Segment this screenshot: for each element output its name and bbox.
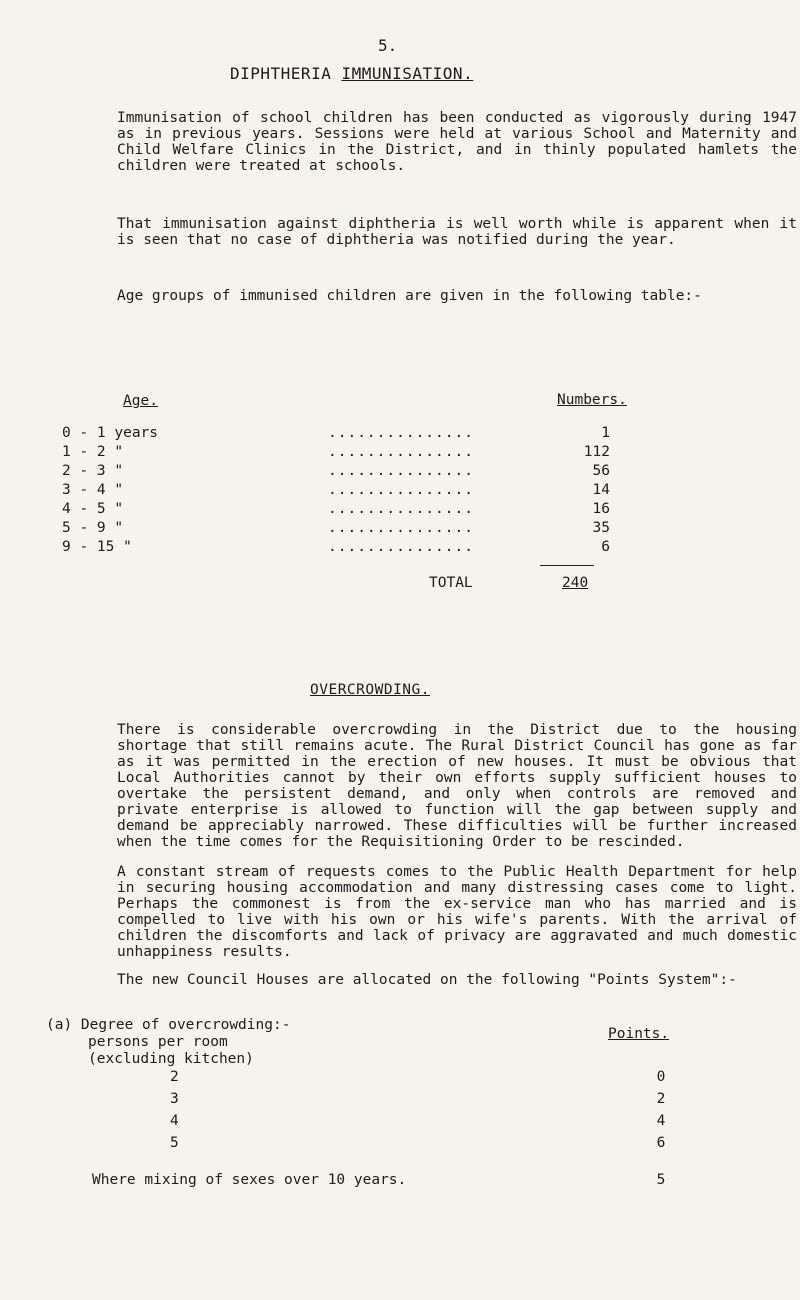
age-column-header: Age.	[123, 393, 158, 409]
number-cell: 16	[592, 501, 610, 517]
points-cell: 6	[656, 1135, 666, 1151]
overcrowding-heading: OVERCROWDING.	[310, 682, 430, 698]
total-rule	[540, 565, 594, 566]
page-number: 5.	[378, 36, 398, 55]
age-cell: 2 - 3 "	[62, 463, 124, 479]
leader-dots: ...............	[328, 463, 474, 479]
paragraph-immunisation-sessions: Immunisation of school children has been conducted as vigorously during 1947 as in previous years. Sessions were held at various School and Maternity and Child Welfare Clinics in the District, and in thinly populated hamlets the children were treated at schools.	[117, 110, 797, 174]
age-cell: 1 - 2 "	[62, 444, 124, 460]
table-row	[62, 444, 702, 464]
paragraph-points-system: The new Council Houses are allocated on the following "Points System":-	[117, 972, 737, 988]
numbers-column-header: Numbers.	[557, 392, 627, 408]
table-row	[62, 501, 702, 521]
table-row	[62, 520, 702, 540]
points-row	[46, 1135, 746, 1155]
paragraph-overcrowding: There is considerable overcrowding in the District due to the housing shortage that still remains acute. The Rural District Council has gone as far as it was permitted in the erection of new houses. It must be obvious that Local Authorities cannot by their own efforts supply sufficient houses to overtake the persistent demand, and only when controls are removed and private enterprise is allowed to function will the gap between supply and demand be appreciably narrowed. These difficulties will be further increased when the time comes for the Requisitioning Order to be rescinded.	[117, 722, 797, 850]
points-cell: 4	[656, 1113, 666, 1129]
number-cell: 56	[592, 463, 610, 479]
points-row	[46, 1113, 746, 1133]
points-row	[46, 1069, 746, 1089]
leader-dots: ...............	[328, 501, 474, 517]
points-cell: 2	[656, 1091, 666, 1107]
points-row	[46, 1091, 746, 1111]
leader-dots: ...............	[328, 539, 474, 555]
age-cell: 5 - 9 "	[62, 520, 124, 536]
leader-dots: ...............	[328, 425, 474, 441]
age-cell: 3 - 4 "	[62, 482, 124, 498]
table-row	[62, 425, 702, 445]
number-cell: 6	[601, 539, 610, 555]
points-cell: 0	[656, 1069, 666, 1085]
paragraph-no-cases: That immunisation against diphtheria is well worth while is apparent when it is seen that no case of diphtheria was notified during the year.	[117, 216, 797, 248]
points-row-mixing	[46, 1172, 746, 1192]
heading-diphtheria: DIPHTHERIA	[230, 64, 332, 83]
total-value: 240	[562, 575, 589, 591]
total-label: TOTAL	[429, 575, 473, 591]
persons-cell: 4	[170, 1113, 179, 1129]
number-cell: 35	[592, 520, 610, 536]
points-cell: 5	[656, 1172, 666, 1188]
persons-cell: 5	[170, 1135, 179, 1151]
table-row	[62, 482, 702, 502]
points-item-a: (a) Degree of overcrowding:-	[46, 1017, 291, 1033]
table-row	[62, 463, 702, 483]
section-heading	[230, 64, 473, 83]
persons-cell: 2	[170, 1069, 179, 1085]
table-row	[62, 539, 702, 559]
points-item-a-sub: (excluding kitchen)	[88, 1051, 254, 1067]
points-item-a-sub: persons per room	[88, 1034, 228, 1050]
age-cell: 0 - 1 years	[62, 425, 159, 441]
persons-cell: 3	[170, 1091, 179, 1107]
leader-dots: ...............	[328, 520, 474, 536]
paragraph-age-groups-intro: Age groups of immunised children are given in the following table:-	[117, 288, 702, 304]
age-cell: 9 - 15 "	[62, 539, 132, 555]
age-cell: 4 - 5 "	[62, 501, 124, 517]
mixing-label: Where mixing of sexes over 10 years.	[92, 1172, 407, 1188]
leader-dots: ...............	[328, 444, 474, 460]
paragraph-requests: A constant stream of requests comes to the Public Health Department for help in securing housing accommodation and many distressing cases come to light. Perhaps the commonest is from the ex-service man who has married and is compelled to live with his own or his wife's parents. With the arrival of children the discomforts and lack of privacy are aggravated and much domestic unhappiness results.	[117, 864, 797, 960]
leader-dots: ...............	[328, 482, 474, 498]
number-cell: 1	[601, 425, 610, 441]
heading-immunisation: IMMUNISATION.	[341, 64, 474, 83]
number-cell: 14	[592, 482, 610, 498]
number-cell: 112	[583, 444, 610, 460]
points-header: Points.	[608, 1026, 670, 1042]
